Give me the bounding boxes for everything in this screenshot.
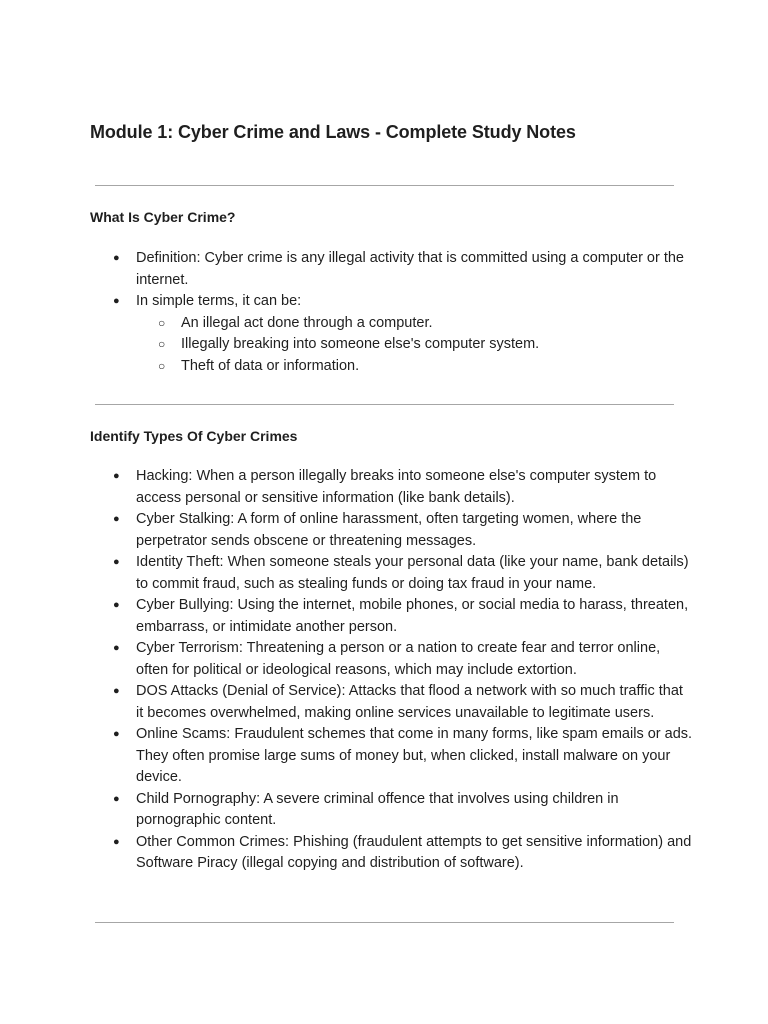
list-item-text: In simple terms, it can be:: [136, 293, 302, 309]
divider: [95, 922, 674, 923]
list-item: ● Cyber Terrorism: Threatening a person or a nation to create fear and terror online, often for political or ideological reasons, which may include extortion.: [113, 638, 693, 681]
divider: [95, 404, 674, 405]
list-item: ● Definition: Cyber crime is any illegal activity that is committed using a computer or the internet.: [113, 248, 693, 291]
crime-types-list: [113, 466, 693, 875]
list-item: ● Cyber Bullying: Using the internet, mobile phones, or social media to harass, threaten, embarrass, or intimidate another person.: [113, 595, 693, 638]
sub-list-item: ○ An illegal act done through a computer.: [136, 313, 693, 335]
sub-list-item: ○ Theft of data or information.: [136, 356, 693, 378]
section-heading-types-of-cyber-crimes: Identify Types Of Cyber Crimes: [90, 428, 298, 444]
list-item: ● Cyber Stalking: A form of online harassment, often targeting women, where the perpetrator sends obscene or threatening messages.: [113, 509, 693, 552]
sub-list-item: ○ Illegally breaking into someone else's computer system.: [136, 334, 693, 356]
list-item: ● Hacking: When a person illegally breaks into someone else's computer system to access personal or sensitive information (like bank details).: [113, 466, 693, 509]
definition-list: [113, 248, 693, 377]
divider: [95, 185, 674, 186]
list-item: ● Online Scams: Fraudulent schemes that come in many forms, like spam emails or ads. They often promise large sums of money but, when clicked, install malware on your device.: [113, 724, 693, 789]
list-item: ● Child Pornography: A severe criminal offence that involves using children in pornographic content.: [113, 789, 693, 832]
list-item: ● DOS Attacks (Denial of Service): Attacks that flood a network with so much traffic that it becomes overwhelmed, making online services unavailable to legitimate users.: [113, 681, 693, 724]
list-item: ● Other Common Crimes: Phishing (fraudulent attempts to get sensitive information) and Software Piracy (illegal copying and distribution of software).: [113, 832, 693, 875]
section-heading-what-is-cyber-crime: What Is Cyber Crime?: [90, 209, 236, 225]
list-item: ● Identity Theft: When someone steals your personal data (like your name, bank details) to commit fraud, such as stealing funds or doing tax fraud in your name.: [113, 552, 693, 595]
sub-list: [136, 313, 693, 378]
page-title: Module 1: Cyber Crime and Laws - Complete Study Notes: [90, 122, 576, 142]
list-item: [113, 291, 693, 377]
